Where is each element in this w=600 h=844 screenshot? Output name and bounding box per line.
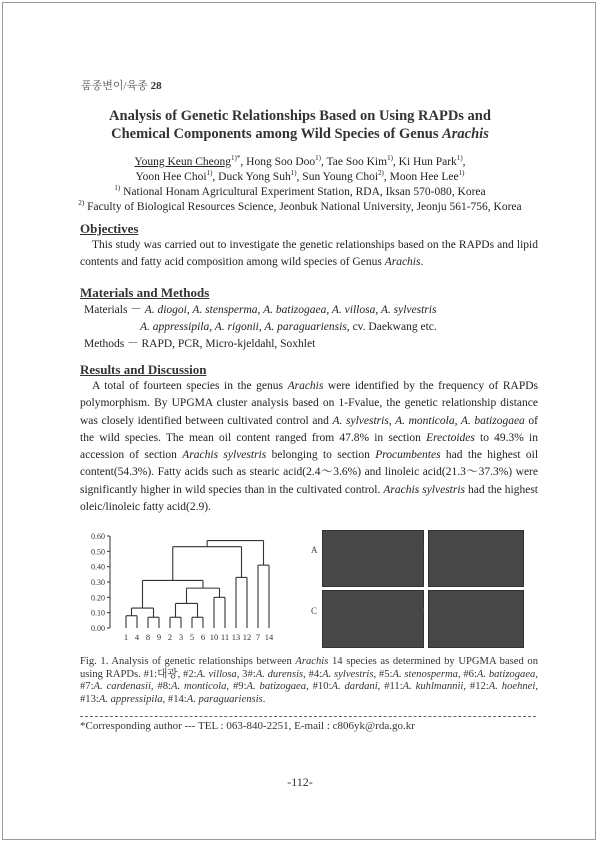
results-italic: Arachis sylvestris	[383, 483, 466, 496]
leaf-label: 1	[123, 632, 129, 642]
y-tick-label: 0.60	[91, 532, 105, 541]
title-line-2	[40, 125, 560, 143]
objectives-heading: Objectives	[80, 221, 139, 236]
caption-span: Fig. 1. Analysis of genetic relationships between	[80, 656, 296, 667]
page-number: -112-	[287, 775, 313, 789]
gel-image-c	[322, 590, 424, 648]
caption-span: , 3#:	[236, 668, 256, 680]
results-italic: Arachis	[287, 380, 324, 392]
materials-line-1	[84, 302, 436, 319]
leaf-label: 3	[178, 632, 184, 642]
results-span: belonging to section	[266, 449, 376, 462]
results-span: were identified by the frequency of RAPDs polymorphism. By UPGMA cluster analysis based on 1-Fvalue, the genetic relationship distance was closely identified between cultivated control and	[80, 380, 538, 427]
materials-line-2	[140, 319, 437, 336]
caption-span: , #7:	[80, 668, 538, 692]
first-author: Young Keun Cheong	[134, 155, 232, 168]
results-span: had the highest oleic/linoleic fatty acid(2.9).	[80, 483, 538, 514]
caption-span: .	[262, 693, 266, 705]
author-sup: 1)	[456, 154, 463, 162]
caption-span: , #6:	[457, 668, 477, 680]
objectives-genus: Arachis	[384, 256, 421, 269]
affiliation-sup: 2)	[78, 199, 85, 207]
materials-species-2: A. appressipila, A. rigonii, A. paraguariensis,	[140, 321, 350, 333]
caption-span: , #10:	[306, 681, 332, 692]
leaf-label: 9	[156, 632, 162, 642]
header-number: 28	[150, 80, 162, 92]
author-sup: 1)	[387, 154, 393, 162]
results-span: of the wild species. The mean oil content ranged from 47.8% in section	[80, 414, 538, 444]
authors-line-2: Yoon Hee Choi$^{1)}$, Duck Yong Suh$^{1)}$, Sun Young Choi$^{2)}$, Moon Hee Lee$^{1)}$	[135, 169, 465, 183]
results-text	[80, 378, 538, 516]
caption-italic: A. hoehnei	[488, 681, 536, 692]
methods-label: Methods －	[84, 338, 139, 350]
author-sup: 2)	[378, 169, 384, 177]
title-line-2-text: Chemical Components among Wild Species of Genus	[111, 126, 443, 142]
objectives-body: This study was carried out to investigate the genetic relationships based on the RAPDs and lipid contents and fatty acid composition among wild species of Genus	[80, 239, 538, 269]
results-italic: Arachis sylvestris	[182, 449, 267, 462]
caption-italic: A. monticola	[171, 681, 227, 692]
results-span: to 49.3% in accession of section	[80, 431, 538, 462]
caption-italic: A. batizogaea	[246, 681, 307, 692]
title-line-1: Analysis of Genetic Relationships Based on Using RAPDs and	[109, 108, 491, 124]
caption-span: , #11:	[377, 681, 403, 692]
leaf-label: 7	[255, 632, 261, 642]
header-tag	[81, 77, 162, 93]
gel-image-a	[322, 530, 424, 587]
results-italic: A. sylvestris, A. monticola, A. batizogaea	[332, 414, 525, 427]
caption-span: , #13:	[80, 681, 538, 705]
caption-italic: A. kuhlmannii	[402, 681, 464, 692]
caption-italic: A. cardenasii	[93, 681, 151, 692]
y-tick-label: 0.20	[91, 593, 105, 603]
gel-image-b	[428, 530, 524, 587]
author-sup: 1)	[290, 169, 297, 177]
footnote-divider	[80, 716, 536, 717]
caption-italic: Arachis	[295, 656, 329, 667]
author: Sun Young Choi	[302, 170, 379, 183]
caption-span: , #12:	[463, 681, 489, 692]
results-italic: Procumbentes	[375, 449, 441, 462]
materials-species-1: A. diogoi, A. stensperma, A. batizogaea, A. villosa, A. sylvestris	[144, 304, 437, 316]
author: Hong Soo Doo	[246, 155, 316, 168]
title-genus: Arachis	[442, 126, 489, 142]
author: Yoon Hee Choi	[135, 170, 207, 183]
results-span: had the highest oil content(54.3%). Fatty acids such as stearic acid(2.4～3.6%) and linoleic acid(21.3～37.3%) were significantly higher in wild species than in the cultivated control.	[80, 449, 539, 496]
caption-italic: A. villosa	[196, 668, 237, 680]
figure-caption	[80, 656, 538, 706]
author: Ki Hun Park	[398, 155, 457, 168]
authors-line-1: Young Keun Cheong$^{1)*}$, Hong Soo Doo$^{1)}$, Tae Soo Kim$^{1)}$, Ki Hun Park$^{1)}$,	[134, 154, 466, 168]
caption-italic: A. durensis	[255, 668, 304, 680]
methods-text: RAPD, PCR, Micro-kjeldahl, Soxhlet	[141, 338, 316, 350]
author: Duck Yong Suh	[218, 170, 291, 183]
caption-italic: A. paraguariensis	[186, 693, 263, 705]
caption-span: , #8:	[150, 681, 172, 692]
gel-label-a: A	[311, 545, 318, 555]
gel-label-d: D	[418, 606, 425, 616]
y-tick-label: 0.50	[91, 547, 105, 557]
corresponding-author: *Corresponding author --- TEL : 063-840-2251, E-mail : c806yk@rda.go.kr	[80, 720, 415, 732]
leaf-label: 2	[167, 632, 173, 642]
leaf-label: 4	[134, 632, 140, 642]
caption-italic: A. appressipila	[98, 693, 163, 705]
results-italic: Erectoides	[426, 431, 475, 444]
caption-italic: A. dardani	[331, 681, 378, 692]
gel-label-c: C	[311, 606, 318, 616]
y-tick-label: 0.10	[91, 608, 105, 618]
affiliation-text: National Honam Agricultural Experiment Station, RDA, Iksan 570-080, Korea	[123, 185, 486, 198]
caption-span: , #14:	[162, 693, 187, 705]
author: Moon Hee Lee	[389, 170, 459, 183]
leaf-label: 8	[145, 632, 151, 642]
leaf-label: 5	[189, 632, 195, 642]
materials-label: Materials －	[84, 304, 142, 316]
leaf-label: 14	[264, 632, 274, 642]
y-tick-label: 0.00	[91, 624, 105, 633]
methods-heading: Materials and Methods	[80, 285, 210, 300]
leaf-label: 12	[242, 632, 252, 642]
leaf-label: 6	[200, 632, 206, 642]
author-sup: 1)	[206, 169, 213, 177]
y-tick-label: 0.40	[91, 562, 105, 572]
leaf-label: 11	[220, 632, 230, 642]
gel-image-d	[428, 590, 524, 648]
affiliation-2	[40, 195, 560, 215]
objectives-end: .	[420, 256, 424, 269]
leaf-label: 10	[209, 632, 219, 642]
caption-span: , #5:	[373, 668, 393, 680]
affiliation-sup: 1)	[114, 184, 121, 192]
caption-span: , #4:	[303, 668, 323, 680]
caption-italic: A. stenosperma	[392, 668, 458, 680]
objectives-text	[80, 237, 538, 272]
dendrogram-chart	[80, 528, 305, 646]
methods-line	[84, 336, 315, 353]
results-span: A total of fourteen species in the genus	[92, 380, 288, 392]
caption-italic: A. sylvestris	[322, 668, 374, 680]
y-tick-label: 0.30	[91, 578, 105, 587]
leaf-label: 13	[231, 632, 241, 642]
caption-italic: A. batizogaea	[476, 668, 536, 680]
author: Tae Soo Kim	[326, 155, 388, 168]
materials-end: cv. Daekwang etc.	[349, 321, 437, 333]
author-sup: 1)	[315, 154, 321, 162]
author-sup: 1)*	[231, 154, 241, 162]
author-sup: 1)	[458, 169, 465, 177]
header-category: 품종변이/육종	[81, 80, 148, 92]
caption-span: , #9:	[226, 681, 247, 692]
affiliation-text: Faculty of Biological Resources Science, Jeonbuk National University, Jeonju 561-756, Korea	[87, 200, 522, 213]
gel-label-b: B	[418, 545, 425, 555]
caption-span: 14 species as determined by UPGMA based on using RAPDs. #1:대광, #2:	[80, 656, 538, 680]
results-heading: Results and Discussion	[80, 362, 207, 377]
